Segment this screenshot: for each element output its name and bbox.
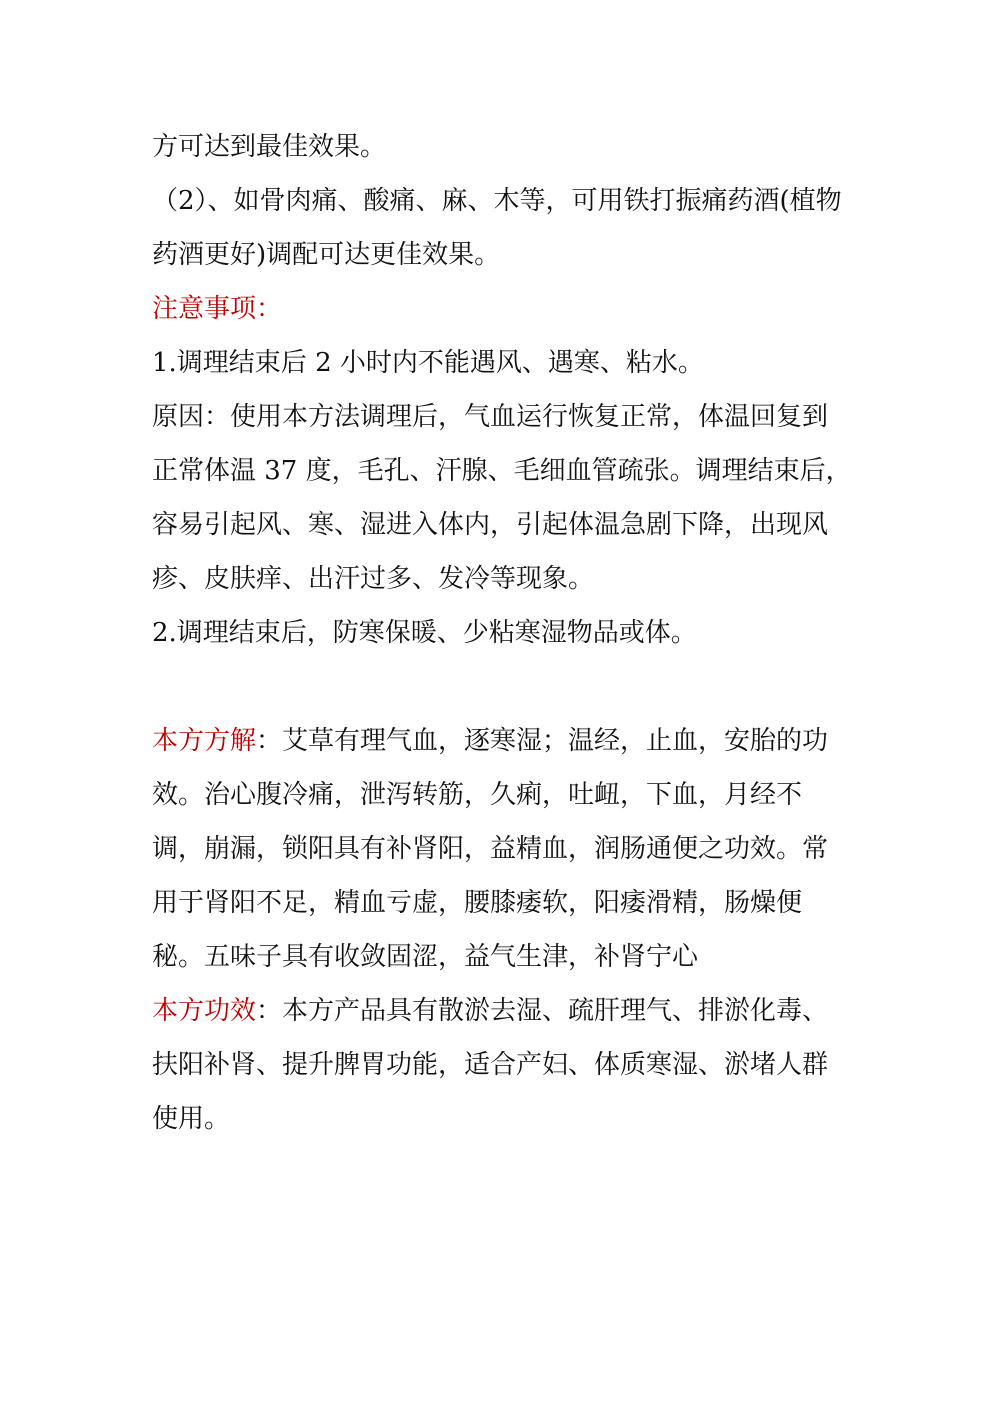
document-page bbox=[152, 120, 852, 1146]
paragraph-continuation: 方可达到最佳效果。 bbox=[152, 132, 387, 162]
analysis-label: 本方方解 bbox=[152, 726, 257, 756]
efficacy-text: ：本方产品具有散淤去湿、疏肝理气、排淤化毒、扶阳补肾、提升脾胃功能，适合产妇、体质寒湿、淤堵人群使用。 bbox=[152, 996, 829, 1134]
reason-paragraph: 原因：使用本方法调理后，气血运行恢复正常，体温回复到正常体温 37 度，毛孔、汗腺、毛细血管疏张。调理结束后，容易引起风、寒、湿进入体内，引起体温急剧下降，出现风疹、皮肤痒、出汗过多、发冷等现象。 bbox=[152, 402, 852, 594]
efficacy-paragraph bbox=[152, 984, 852, 1146]
notes-heading: 注意事项： bbox=[152, 294, 283, 324]
note-item-2: 2.调理结束后，防寒保暖、少粘寒湿物品或体。 bbox=[152, 618, 697, 648]
blank-line bbox=[152, 660, 852, 714]
analysis-text: ：艾草有理气血，逐寒湿；温经，止血，安胎的功效。治心腹冷痛，泄泻转筋，久痢，吐衄，下血，月经不调，崩漏，锁阳具有补肾阳，益精血，润肠通便之功效。常用于肾阳不足，精血亏虚，腰膝痿软，阳痿滑精，肠燥便秘。五味子具有收敛固涩，益气生津，补肾宁心 bbox=[152, 726, 829, 972]
efficacy-label: 本方功效 bbox=[152, 996, 257, 1026]
analysis-paragraph bbox=[152, 714, 852, 984]
note-item-1: 1.调理结束后 2 小时内不能遇风、遇寒、粘水。 bbox=[152, 348, 704, 378]
paragraph-item-2: （2）、如骨肉痛、酸痛、麻、木等，可用铁打振痛药酒(植物药酒更好)调配可达更佳效果。 bbox=[152, 186, 842, 270]
